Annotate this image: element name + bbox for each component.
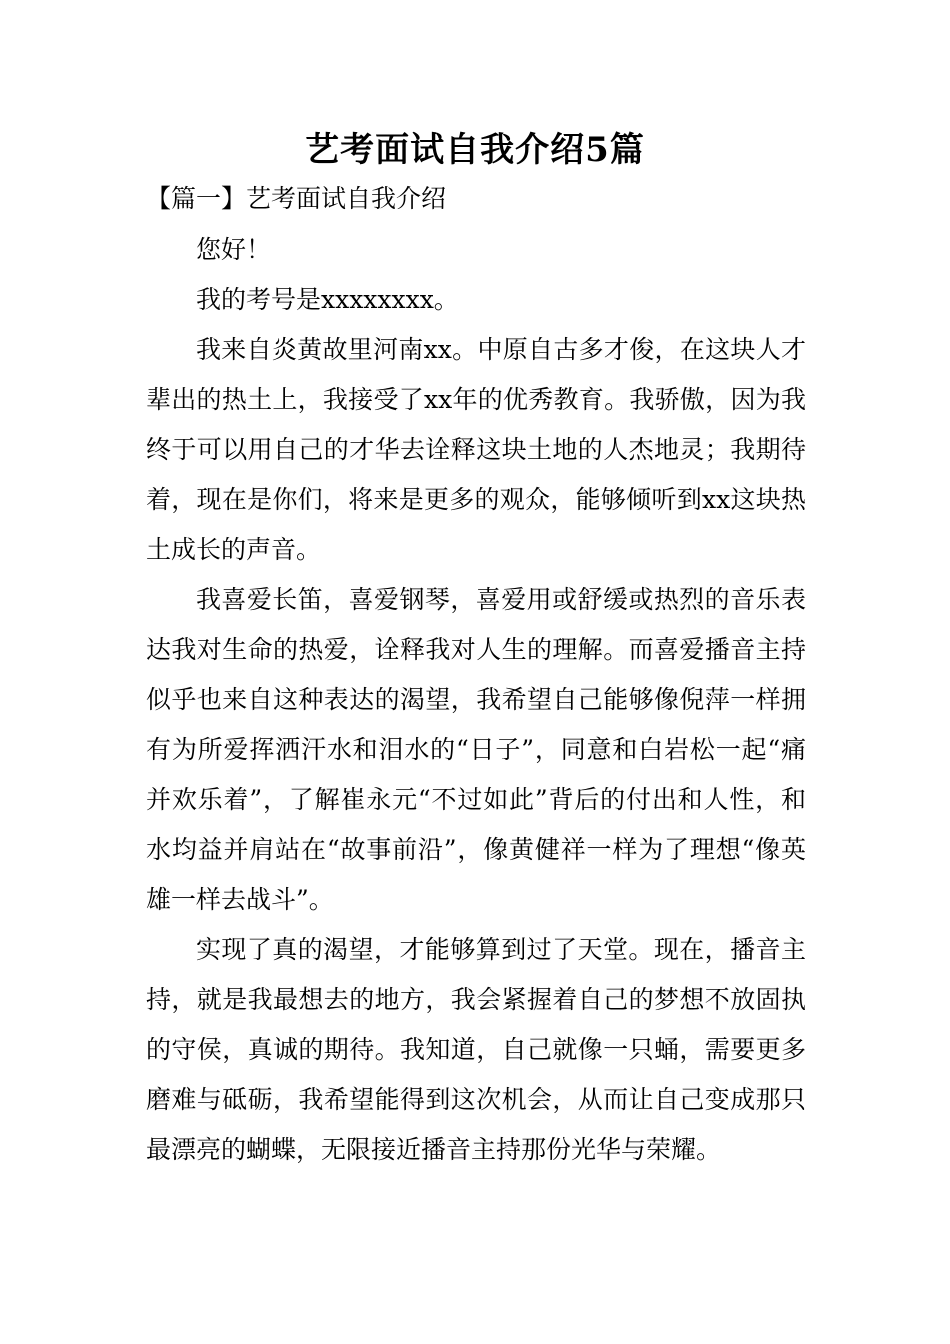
paragraph-greeting: 您好！	[196, 235, 272, 264]
paragraph-exam-number: 我的考号是xxxxxxxx。	[196, 285, 459, 314]
paragraph-hobbies: 我喜爱长笛，喜爱钢琴，喜爱用或舒缓或热烈的音乐表达我对生命的热爱，诠释我对人生的理解。而喜爱播音主持似乎也来自这种表达的渴望，我希望自己能够像倪萍一样拥有为所爱挥洒汗水和泪水的“日子”，同意和白岩松一起“痛并欢乐着”，了解崔永元“不过如此”背后的付出和人性，和水均益并肩站在“故事前沿”，像黄健祥一样为了理想“像英雄一样去战斗”。	[146, 585, 806, 914]
section-heading: 【篇一】艺考面试自我介绍	[146, 184, 447, 213]
document-body	[146, 225, 806, 1175]
paragraph-hometown: 我来自炎黄故里河南xx。中原自古多才俊，在这块人才辈出的热土上，我接受了xx年的优秀教育。我骄傲，因为我终于可以用自己的才华去诠释这块土地的人杰地灵；我期待着，现在是你们，将来是更多的观众，能够倾听到xx这块热土成长的声音。	[146, 335, 806, 564]
paragraph-aspiration: 实现了真的渴望，才能够算到过了天堂。现在，播音主持，就是我最想去的地方，我会紧握着自己的梦想不放固执的守侯，真诚的期待。我知道，自己就像一只蛹，需要更多磨难与砥砺，我希望能得到这次机会，从而让自己变成那只最漂亮的蝴蝶，无限接近播音主持那份光华与荣耀。	[146, 935, 806, 1164]
document-title: 艺考面试自我介绍5篇	[305, 130, 645, 170]
